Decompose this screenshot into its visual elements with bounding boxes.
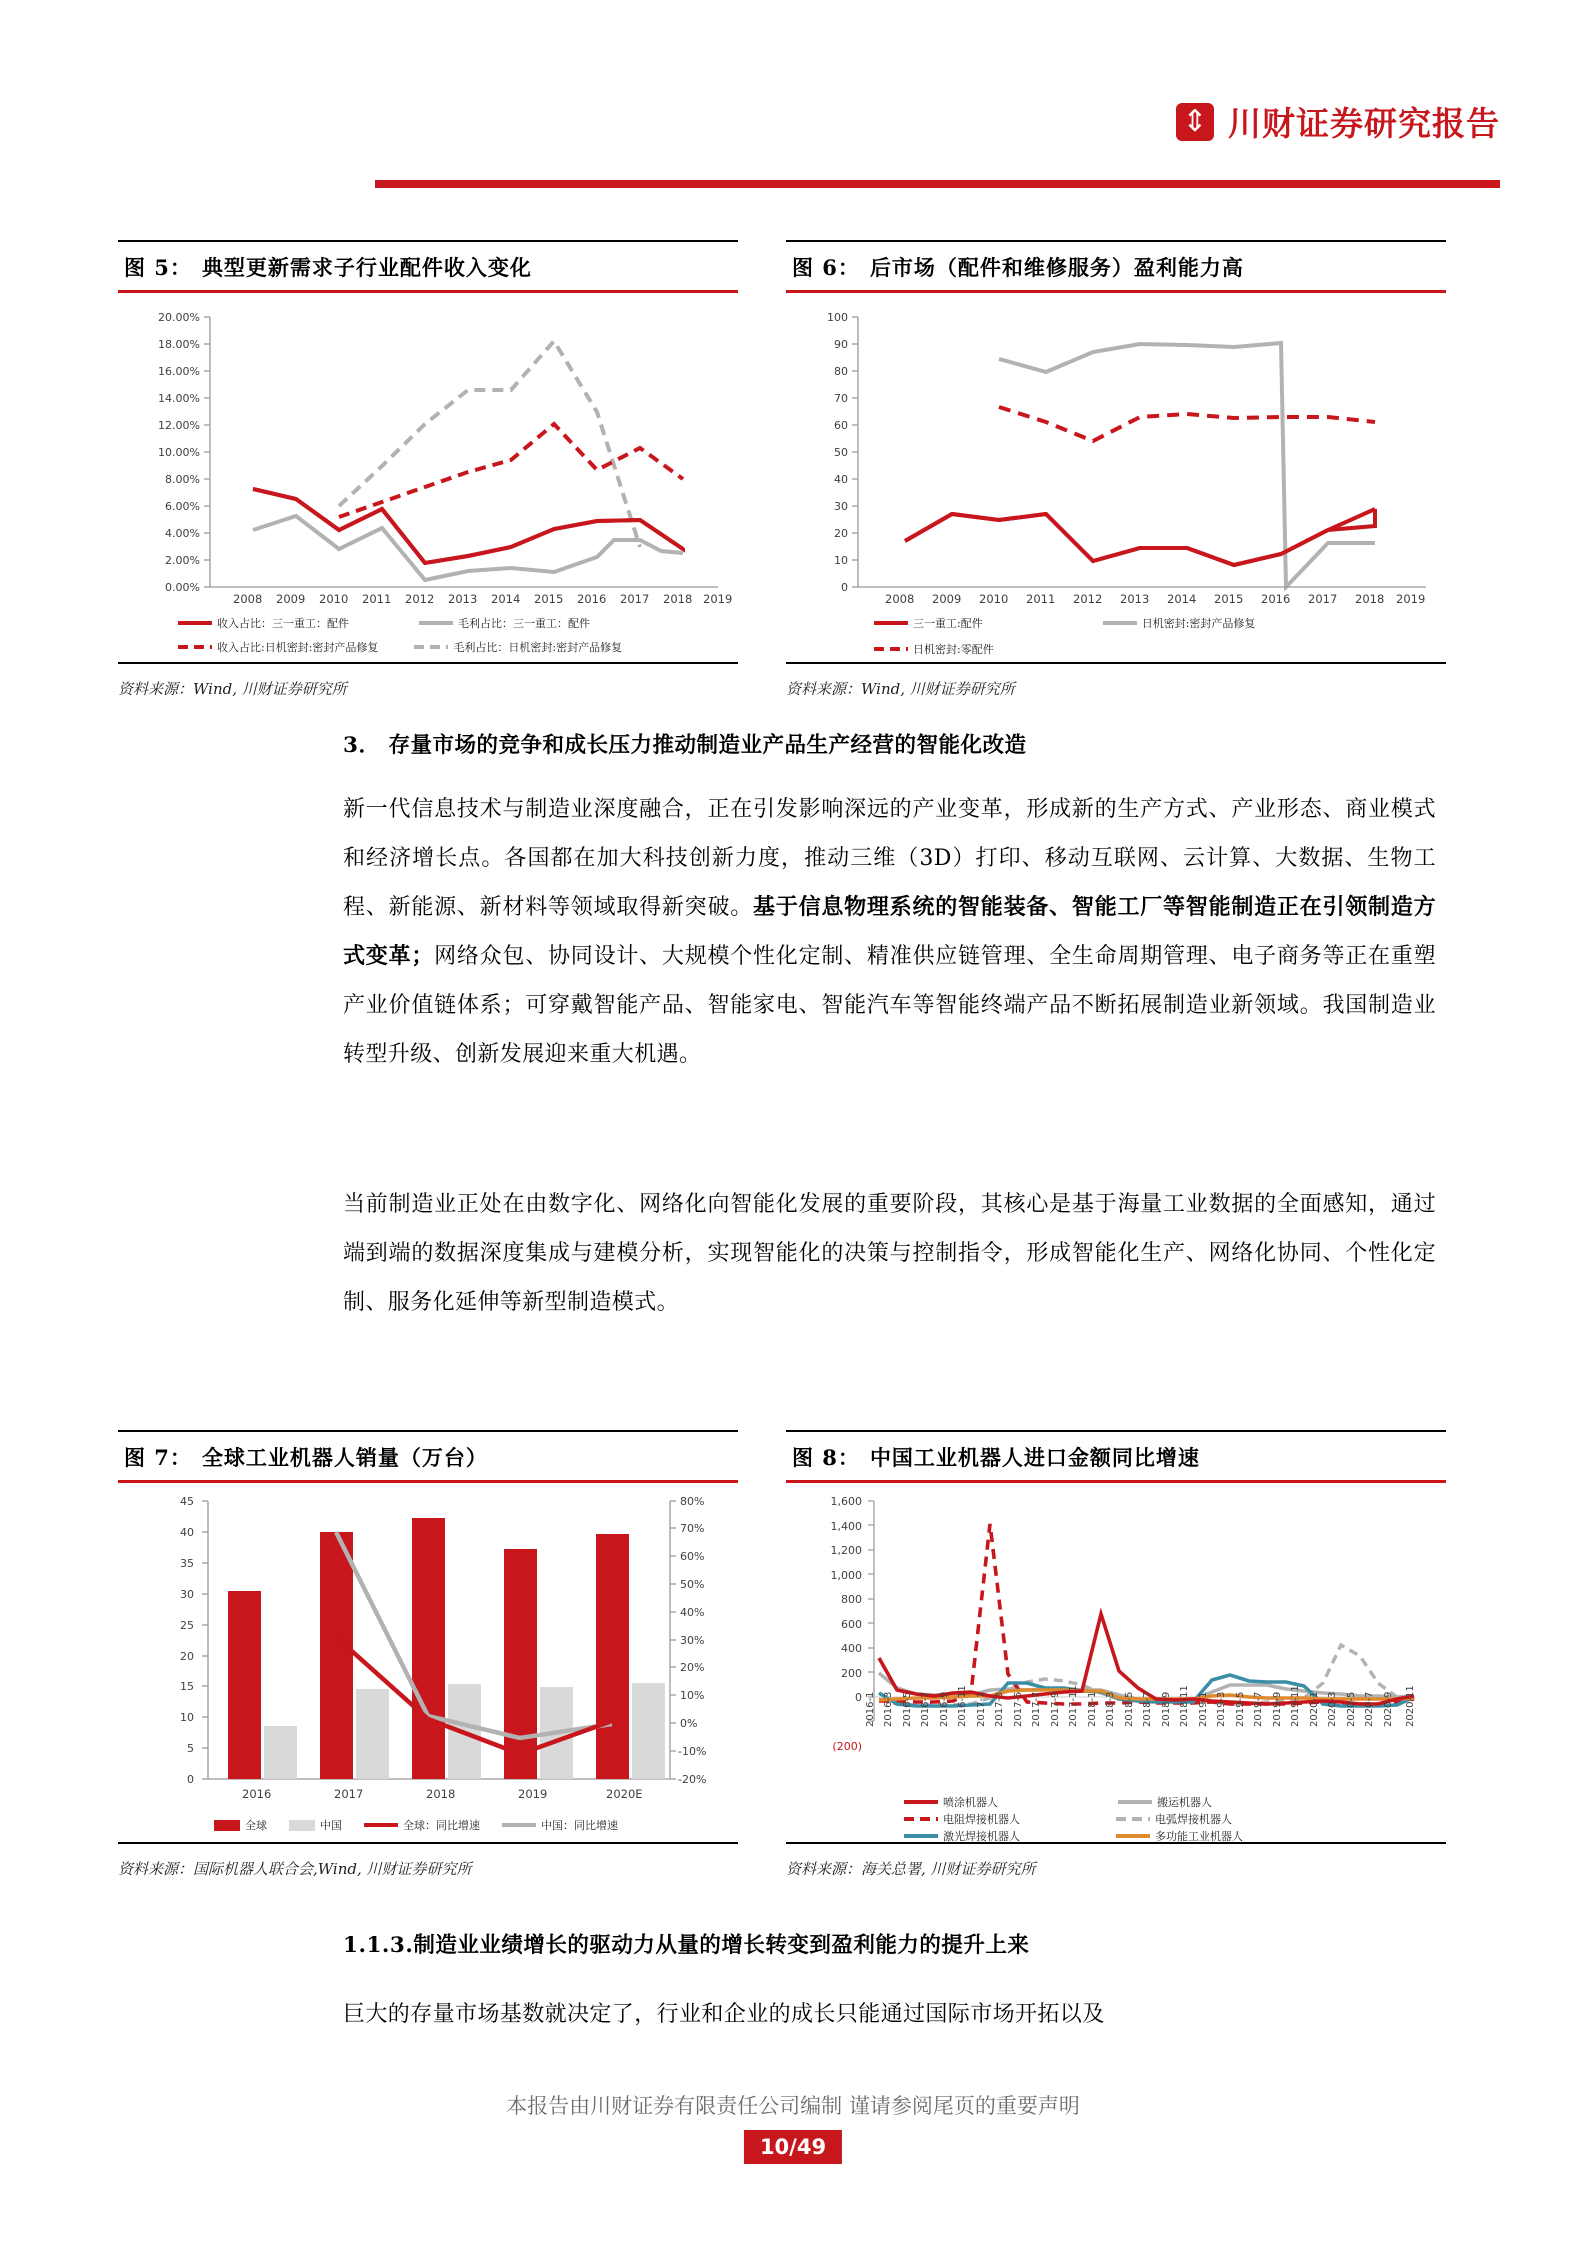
figure-7-chart: [118, 1489, 738, 1839]
fig7-ytick-right: 60%: [680, 1550, 705, 1563]
fig6-legend-label: 三一重工:配件: [913, 617, 983, 630]
fig8-xtick: 2017-3: [994, 1691, 1005, 1727]
fig7-ytick: 5: [187, 1742, 194, 1755]
fig5-legend-label: 毛利占比：三一重工：配件: [458, 617, 590, 630]
paragraph-1-part-b: 网络众包、协同设计、大规模个性化定制、精准供应链管理、全生命周期管理、电子商务等正在重塑产业价值链体系；可穿戴智能产品、智能家电、智能汽车等智能终端产品不断拓展制造业新领域。我国制造业转型升级、创新发展迎来重大机遇。: [343, 944, 1436, 1067]
fig6-xtick: 2016: [1261, 592, 1291, 606]
fig8-ytick-negative: (200): [832, 1740, 862, 1753]
fig8-legend-item: [1116, 1811, 1232, 1827]
fig7-ytick-right: -20%: [678, 1773, 707, 1786]
dashed-line-swatch-icon: [178, 645, 212, 649]
dashed-line-swatch-icon: [414, 645, 448, 649]
fig7-legend-item: [502, 1817, 618, 1833]
page-number-badge: 10/49: [744, 2130, 842, 2164]
fig8-xtick: 2018-11: [1179, 1685, 1190, 1727]
fig5-xtick: 2017: [620, 592, 650, 606]
fig6-xtick: 2017: [1308, 592, 1338, 606]
figure-5-source: 资料来源：Wind, 川财证券研究所: [118, 680, 347, 698]
fig5-ytick: 4.00%: [165, 527, 200, 540]
section-heading-3: 3． 存量市场的竞争和成长压力推动制造业产品生产经营的智能化改造: [343, 733, 1027, 758]
fig7-legend-label: 全球：同比增速: [403, 1819, 480, 1832]
fig7-ytick: 30: [180, 1588, 194, 1601]
fig5-legend: [178, 615, 590, 631]
fig7-ytick: 40: [180, 1526, 194, 1539]
line-swatch-icon: [1116, 1834, 1150, 1838]
figure-8-source: 资料来源：海关总署, 川财证券研究所: [786, 1860, 1036, 1878]
fig6-legend: [874, 615, 1255, 631]
fig8-xtick: 2020-7: [1364, 1691, 1375, 1727]
fig5-ytick: 6.00%: [165, 500, 200, 513]
fig7-ytick: 10: [180, 1711, 194, 1724]
fig6-xtick: 2010: [979, 592, 1009, 606]
figure-7: [118, 1430, 738, 1844]
fig7-ytick-right: 0%: [680, 1717, 698, 1730]
fig8-xtick: 2019-11: [1290, 1685, 1301, 1727]
fig5-ytick: 14.00%: [158, 392, 200, 405]
fig6-ytick: 60: [834, 419, 848, 432]
fig6-xtick: 2018: [1355, 592, 1385, 606]
line-swatch-icon: [1118, 1800, 1152, 1804]
fig8-xtick: 2016-5: [902, 1691, 913, 1727]
fig8-xtick: 2020-9: [1383, 1691, 1394, 1727]
fig8-xtick: 2016-9: [939, 1691, 950, 1727]
fig5-xtick: 2012: [405, 592, 435, 606]
dashed-line-swatch-icon: [874, 647, 908, 651]
figure-6-title-row: [786, 242, 1446, 290]
fig8-xtick: 2018-3: [1105, 1691, 1116, 1727]
fig8-xtick: 2016-11: [957, 1685, 968, 1727]
fig8-ytick: 1,400: [830, 1520, 862, 1533]
figure-8-svg: [786, 1489, 1446, 1839]
figure-8-number: 图 8：: [792, 1445, 860, 1470]
fig7-legend: [214, 1817, 618, 1833]
figure-5: [118, 240, 738, 664]
brand-logo: [1176, 98, 1500, 145]
fig6-xtick: 2014: [1167, 592, 1197, 606]
fig5-legend-item: [178, 639, 378, 655]
fig6-legend-item: [1103, 615, 1256, 631]
line-swatch-icon: [874, 621, 908, 625]
fig7-legend-label: 中国: [320, 1819, 342, 1832]
fig8-legend-label: 电阻焊接机器人: [943, 1813, 1020, 1826]
fig8-xtick: 2019-7: [1253, 1691, 1264, 1727]
paragraph-1-part-a: 新一代信息技术与制造业深度融合，正在引发影响深远的产业变革，形成新的生产方式、产业形态、商业模式和经济增长点。各国都在加大科技创新力度，推动三维（3D）打印、移动互联网、云计算、大数据、生物工程、新能源、新材料等领域取得新突破。: [343, 797, 1436, 920]
section-heading-1-1-3: 1.1.3.制造业业绩增长的驱动力从量的增长转变到盈利能力的提升上来: [343, 1933, 1030, 1958]
bar-swatch-icon: [214, 1820, 240, 1831]
fig7-ytick-right: 70%: [680, 1522, 705, 1535]
fig8-xtick: 2018-7: [1142, 1691, 1153, 1727]
fig6-ytick: 40: [834, 473, 848, 486]
fig6-ytick: 100: [827, 311, 848, 324]
fig6-ytick: 10: [834, 554, 848, 567]
line-swatch-icon: [904, 1800, 938, 1804]
fig8-xtick: 2020-5: [1346, 1691, 1357, 1727]
fig8-xtick: 2017-11: [1068, 1685, 1079, 1727]
fig8-legend-label: 喷涂机器人: [943, 1796, 998, 1809]
fig5-ytick: 0.00%: [165, 581, 200, 594]
fig7-xtick: 2016: [242, 1787, 272, 1801]
bar-swatch-icon: [289, 1820, 315, 1831]
fig7-ytick-right: 80%: [680, 1495, 705, 1508]
figure-8-title-row: [786, 1432, 1446, 1480]
header-rule: [375, 180, 1500, 188]
fig5-legend-label: 毛利占比：日机密封:密封产品修复: [453, 641, 623, 654]
fig8-ytick: 200: [841, 1667, 862, 1680]
dashed-line-swatch-icon: [1116, 1817, 1150, 1821]
line-swatch-icon: [904, 1834, 938, 1838]
fig8-ytick: 600: [841, 1618, 862, 1631]
fig8-xtick: 2017-1: [976, 1691, 987, 1727]
fig8-xtick: 2017-5: [1013, 1691, 1024, 1727]
fig8-xtick: 2016-3: [883, 1691, 894, 1727]
fig8-legend-row2: [904, 1811, 1232, 1827]
figure-6-chart: [786, 299, 1446, 659]
fig6-legend-row2: [874, 641, 994, 657]
fig7-xtick: 2018: [426, 1787, 456, 1801]
paragraph-2: 当前制造业正处在由数字化、网络化向智能化发展的重要阶段，其核心是基于海量工业数据的全面感知，通过端到端的数据深度集成与建模分析，实现智能化的决策与控制指令，形成智能化生产、网络化协同、个性化定制、服务化延伸等新型制造模式。: [343, 1192, 1436, 1315]
fig6-xtick: 2013: [1120, 592, 1150, 606]
figure-8-rule: [786, 1480, 1446, 1483]
fig5-xtick: 2015: [534, 592, 564, 606]
fig5-xtick: 2019: [703, 592, 733, 606]
fig8-legend-label: 搬运机器人: [1157, 1796, 1212, 1809]
fig8-xtick: 2019-1: [1198, 1691, 1209, 1727]
fig7-legend-item: [289, 1817, 342, 1833]
fig7-ytick-right: 30%: [680, 1634, 705, 1647]
fig8-xtick: 2020-3: [1327, 1691, 1338, 1727]
fig7-ytick: 15: [180, 1680, 194, 1693]
dashed-line-swatch-icon: [904, 1817, 938, 1821]
fig6-ytick: 90: [834, 338, 848, 351]
fig5-legend-label: 收入占比:日机密封:密封产品修复: [217, 641, 379, 654]
fig6-xtick: 2008: [885, 592, 915, 606]
fig8-xtick: 2019-3: [1216, 1691, 1227, 1727]
fig8-ytick: 1,000: [830, 1569, 862, 1582]
up-down-arrow-icon: [1176, 103, 1214, 141]
fig6-legend-label: 日机密封:密封产品修复: [1141, 617, 1256, 630]
line-swatch-icon: [419, 621, 453, 625]
fig8-xtick: 2019-5: [1235, 1691, 1246, 1727]
fig8-ytick: 1,200: [830, 1544, 862, 1557]
paragraph-3: 巨大的存量市场基数就决定了，行业和企业的成长只能通过国际市场开拓以及: [343, 2002, 1105, 2027]
fig5-ytick: 2.00%: [165, 554, 200, 567]
fig8-xtick: 2019-9: [1272, 1691, 1283, 1727]
line-swatch-icon: [364, 1823, 398, 1827]
fig5-xtick: 2016: [577, 592, 607, 606]
fig7-ytick-right: 20%: [680, 1661, 705, 1674]
fig5-xtick: 2013: [448, 592, 478, 606]
figure-5-number: 图 5：: [124, 255, 192, 280]
page-header: [0, 80, 1586, 180]
fig8-xtick: 2016-1: [865, 1691, 876, 1727]
fig8-legend-label: 激光焊接机器人: [943, 1830, 1020, 1843]
fig7-ytick: 45: [180, 1495, 194, 1508]
fig5-xtick: 2010: [319, 592, 349, 606]
fig8-xtick: 2018-1: [1087, 1691, 1098, 1727]
fig8-legend-item: [1116, 1828, 1243, 1844]
figure-5-title-row: [118, 242, 738, 290]
fig5-ytick: 12.00%: [158, 419, 200, 432]
fig8-legend-item: [904, 1794, 998, 1810]
fig8-xtick: 2017-7: [1031, 1691, 1042, 1727]
fig5-ytick: 16.00%: [158, 365, 200, 378]
figure-5-rule: [118, 290, 738, 293]
fig7-ytick-right: 40%: [680, 1606, 705, 1619]
fig6-legend-item: [874, 641, 994, 657]
fig8-xtick: 2018-5: [1124, 1691, 1135, 1727]
fig6-xtick: 2019: [1396, 592, 1426, 606]
fig8-legend-item: [904, 1811, 1020, 1827]
fig8-legend-item: [1118, 1794, 1212, 1810]
figure-8-title: 中国工业机器人进口金额同比增速: [869, 1445, 1200, 1470]
fig7-xtick: 2019: [518, 1787, 548, 1801]
fig6-xtick: 2012: [1073, 592, 1103, 606]
line-swatch-icon: [178, 621, 212, 625]
fig7-xtick: 2017: [334, 1787, 364, 1801]
fig6-ytick: 20: [834, 527, 848, 540]
fig6-ytick: 70: [834, 392, 848, 405]
fig5-legend-label: 收入占比：三一重工：配件: [217, 617, 349, 630]
brand-name: 川财证券研究报告: [1228, 104, 1500, 143]
fig6-ytick: 50: [834, 446, 848, 459]
fig8-ytick: 400: [841, 1642, 862, 1655]
fig8-legend-row1: [904, 1794, 1212, 1810]
fig6-ytick: 30: [834, 500, 848, 513]
fig7-legend-item: [364, 1817, 480, 1833]
fig5-legend-row2: [178, 639, 622, 655]
fig5-xtick: 2011: [362, 592, 392, 606]
fig5-legend-item: [414, 639, 622, 655]
figure-5-chart: [118, 299, 738, 659]
fig7-xtick: 2020E: [606, 1787, 643, 1801]
fig8-legend-label: 多功能工业机器人: [1155, 1830, 1243, 1843]
fig8-legend-label: 电弧焊接机器人: [1155, 1813, 1232, 1826]
fig5-xtick: 2018: [663, 592, 693, 606]
fig7-legend-label: 全球: [245, 1819, 267, 1832]
figure-6-source: 资料来源：Wind, 川财证券研究所: [786, 680, 1015, 698]
line-swatch-icon: [502, 1823, 536, 1827]
fig8-xtick: 2018-9: [1161, 1691, 1172, 1727]
fig5-xtick: 2009: [276, 592, 306, 606]
fig7-ytick: 20: [180, 1650, 194, 1663]
fig8-xtick: 2020-11: [1405, 1685, 1416, 1727]
fig5-legend-item: [419, 615, 590, 631]
fig8-ytick: 0: [855, 1691, 862, 1704]
fig8-ytick: 1,600: [830, 1495, 862, 1508]
figure-6-rule: [786, 290, 1446, 293]
fig7-ytick-right: -10%: [678, 1745, 707, 1758]
fig7-ytick-right: 10%: [680, 1689, 705, 1702]
fig5-legend-item: [178, 615, 349, 631]
figure-8-chart: [786, 1489, 1446, 1843]
fig5-ytick: 10.00%: [158, 446, 200, 459]
paragraph-1-bold: 基于信息物理系统的智能装备、智能工厂等智能制造正在引领制造方式变革；: [343, 894, 1436, 969]
fig6-ytick: 0: [841, 581, 848, 594]
fig7-ytick: 0: [187, 1773, 194, 1786]
figure-7-title: 全球工业机器人销量（万台）: [201, 1445, 488, 1470]
fig6-legend-label: 日机密封:零配件: [913, 643, 994, 656]
fig6-xtick: 2015: [1214, 592, 1244, 606]
fig5-xtick: 2014: [491, 592, 521, 606]
fig8-xtick: 2020-1: [1309, 1691, 1320, 1727]
fig8-xtick: 2017-9: [1050, 1691, 1061, 1727]
fig7-ytick: 25: [180, 1619, 194, 1632]
paragraph-1: [343, 785, 1436, 1079]
fig5-ytick: 20.00%: [158, 311, 200, 324]
figure-6-title: 后市场（配件和维修服务）盈利能力高: [869, 255, 1244, 280]
fig7-ytick-right: 50%: [680, 1578, 705, 1591]
fig7-legend-label: 中国：同比增速: [541, 1819, 618, 1832]
figure-7-rule: [118, 1480, 738, 1483]
figure-7-number: 图 7：: [124, 1445, 192, 1470]
fig7-legend-item: [214, 1817, 267, 1833]
fig6-legend-item: [874, 615, 983, 631]
figure-6-number: 图 6：: [792, 255, 860, 280]
figure-6: [786, 240, 1446, 664]
footer-disclaimer: 本报告由川财证券有限责任公司编制 谨请参阅尾页的重要声明: [506, 2094, 1080, 2118]
fig6-ytick: 80: [834, 365, 848, 378]
figure-5-title: 典型更新需求子行业配件收入变化: [201, 255, 532, 280]
line-swatch-icon: [1103, 621, 1137, 625]
fig5-ytick: 18.00%: [158, 338, 200, 351]
fig6-xtick: 2009: [932, 592, 962, 606]
figure-8: [786, 1430, 1446, 1844]
fig7-ytick: 35: [180, 1557, 194, 1570]
figure-7-title-row: [118, 1432, 738, 1480]
fig8-xtick: 2016-7: [920, 1691, 931, 1727]
figure-7-source: 资料来源：国际机器人联合会,Wind, 川财证券研究所: [118, 1860, 472, 1878]
fig8-legend-row3: [904, 1828, 1243, 1844]
fig8-ytick: 800: [841, 1593, 862, 1606]
fig5-ytick: 8.00%: [165, 473, 200, 486]
fig8-legend-item: [904, 1828, 1020, 1844]
fig6-xtick: 2011: [1026, 592, 1056, 606]
fig5-xtick: 2008: [233, 592, 263, 606]
